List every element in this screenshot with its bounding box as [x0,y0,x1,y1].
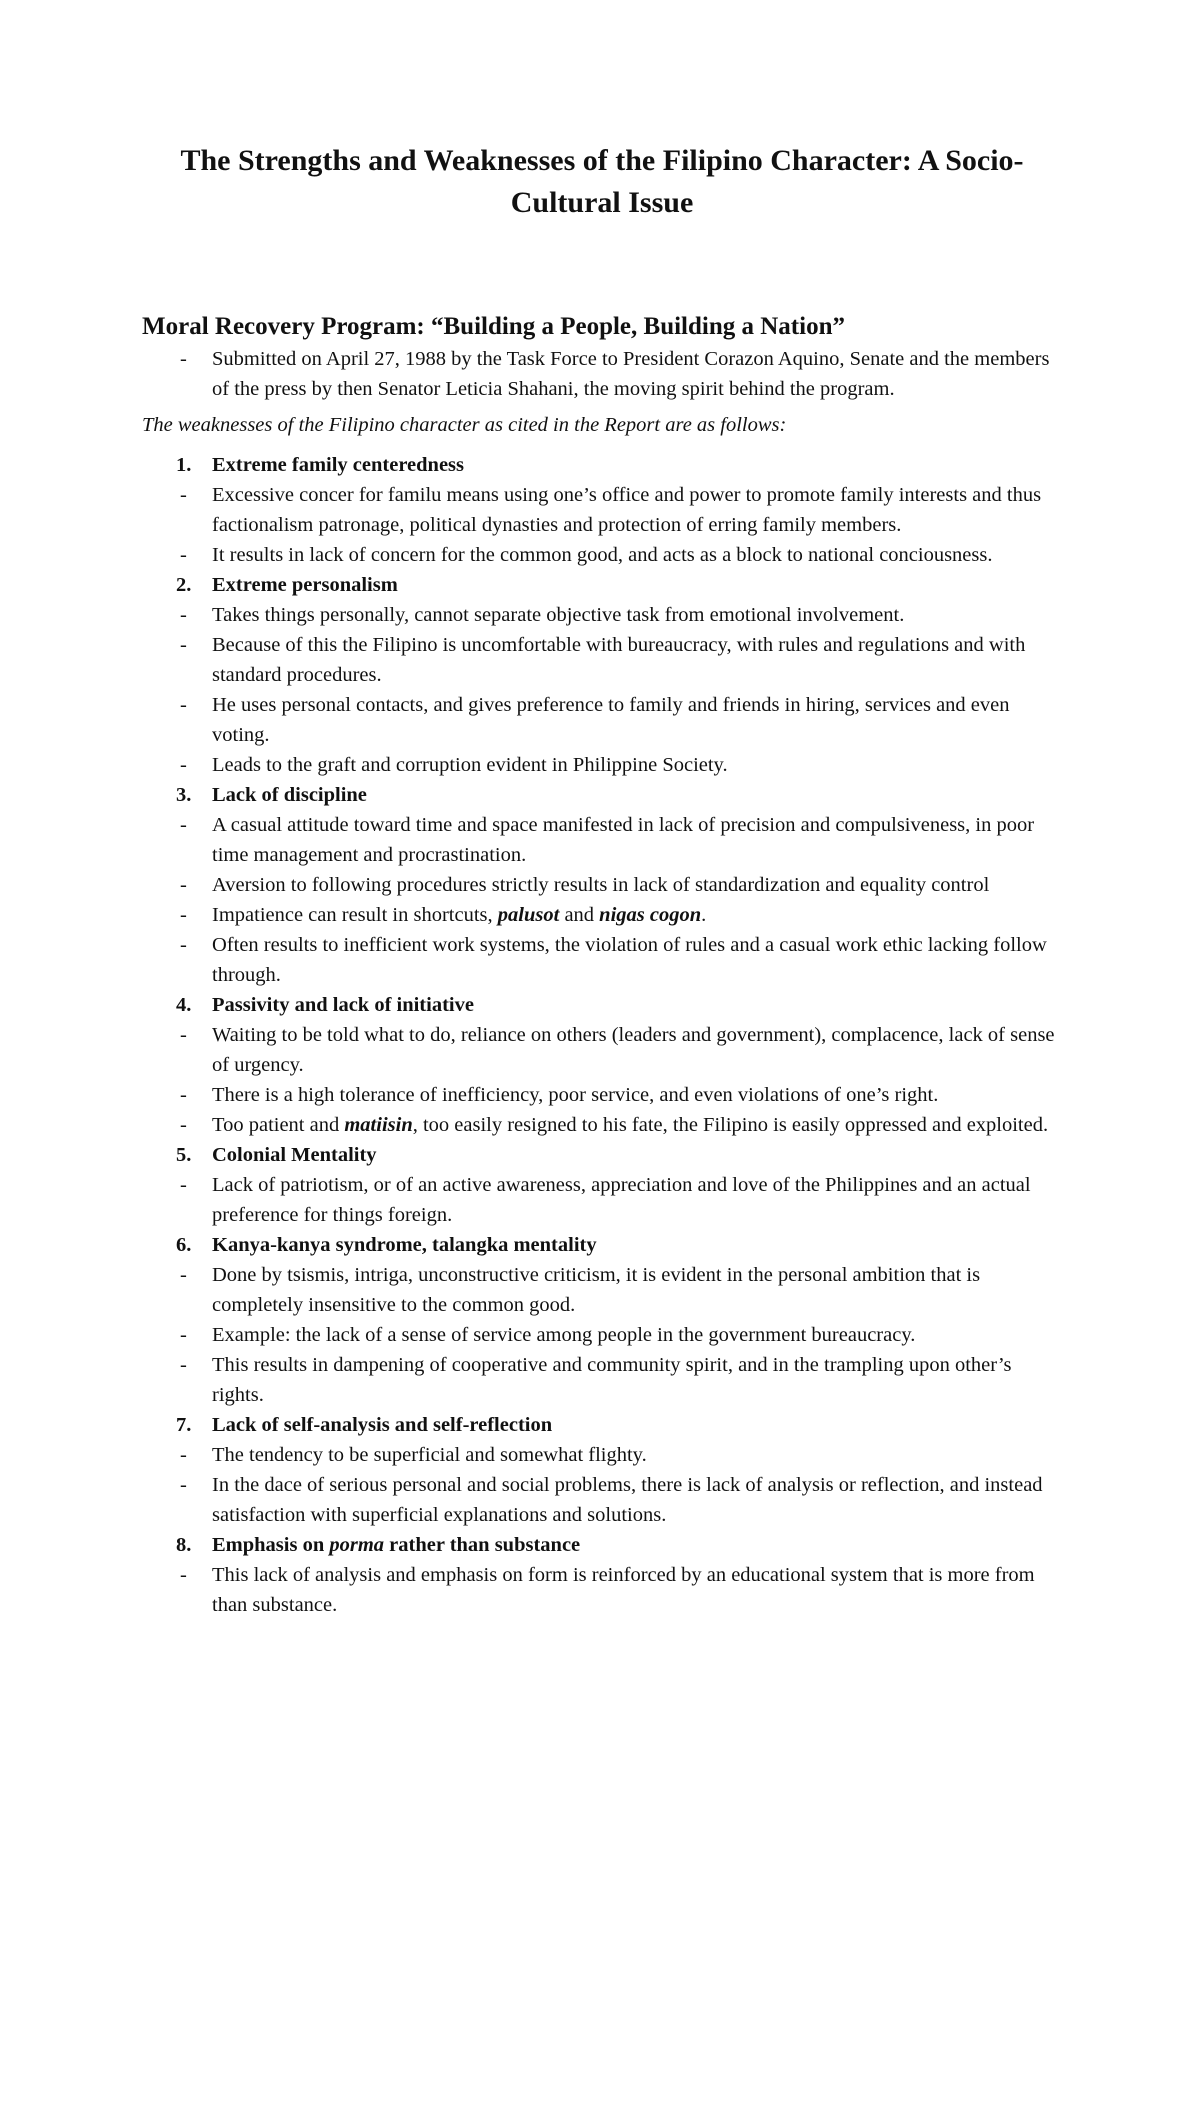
weakness-point [142,1170,1062,1230]
point-text: This results in dampening of cooperative and community spirit, and in the trampling upon other’s rights. [212,1354,1012,1406]
dash-bullet: - [180,1264,187,1286]
weakness-point [142,540,1062,570]
weakness-title: Colonial Mentality [212,1144,377,1166]
weakness-point [142,690,1062,750]
point-text: Lack of patriotism, or of an active awareness, appreciation and love of the Philippines and an actual preference for things foreign. [212,1174,1031,1226]
weakness-list [142,450,1062,1620]
weakness-title: Passivity and lack of initiative [212,994,474,1016]
point-text: Because of this the Filipino is uncomfortable with bureaucracy, with rules and regulations and with standard procedures. [212,634,1026,686]
point-text: Takes things personally, cannot separate objective task from emotional involvement. [212,604,905,626]
weakness-point-list [142,1440,1062,1530]
weakness-point [142,600,1062,630]
weakness-heading [142,780,1062,810]
weakness-title: Lack of discipline [212,784,367,806]
dash-bullet: - [180,934,187,956]
weakness-item [142,780,1062,990]
point-text: He uses personal contacts, and gives preference to family and friends in hiring, services and even voting. [212,694,1010,746]
point-text: Submitted on April 27, 1988 by the Task Force to President Corazon Aquino, Senate and the members of the press by then Senator Leticia Shahani, the moving spirit behind the program. [212,348,1050,400]
dash-bullet: - [180,604,187,626]
weakness-point [142,480,1062,540]
dash-bullet: - [180,1564,187,1586]
weakness-number: 8. [176,1534,192,1556]
weakness-item [142,1410,1062,1530]
weakness-number: 3. [176,784,192,806]
weakness-point-list [142,1560,1062,1620]
weakness-item [142,990,1062,1140]
point-text: Leads to the graft and corruption evident in Philippine Society. [212,754,728,776]
dash-bullet: - [180,1474,187,1496]
point-text: Done by tsismis, intriga, unconstructive criticism, it is evident in the personal ambition that is completely insensitive to the common good. [212,1264,981,1316]
point-text: Excessive concer for familu means using one’s office and power to promote family interests and thus factionalism patronage, political dynasties and protection of erring family members. [212,484,1042,536]
weakness-point [142,870,1062,900]
dash-bullet: - [180,1444,187,1466]
weakness-number: 7. [176,1414,192,1436]
weakness-heading [142,450,1062,480]
point-text: The tendency to be superficial and somewhat flighty. [212,1444,647,1466]
weakness-point [142,900,1062,930]
weakness-number: 4. [176,994,192,1016]
weakness-title: Emphasis on porma rather than substance [212,1534,581,1556]
dash-bullet: - [180,484,187,506]
dash-bullet: - [180,1024,187,1046]
weakness-item [142,570,1062,780]
weakness-point [142,930,1062,990]
weakness-point [142,1560,1062,1620]
dash-bullet: - [180,348,187,370]
weakness-item [142,450,1062,570]
weakness-heading [142,1410,1062,1440]
weakness-heading [142,570,1062,600]
emphasized-term: matiisin [344,1114,413,1136]
point-text: Often results to inefficient work systems, the violation of rules and a casual work ethic lacking follow through. [212,934,1047,986]
point-text: In the dace of serious personal and social problems, there is lack of analysis or reflection, and instead satisfaction with superficial explanations and solutions. [212,1474,1043,1526]
weakness-point-list [142,480,1062,570]
emphasized-term: nigas cogon [599,904,702,926]
weakness-point-list [142,600,1062,780]
weakness-point [142,1110,1062,1140]
point-text: There is a high tolerance of inefficiency, poor service, and even violations of one’s right. [212,1084,939,1106]
weakness-item [142,1530,1062,1620]
emphasized-term: palusot [497,904,560,926]
intro-point-list [142,344,1062,404]
weakness-point [142,810,1062,870]
weakness-point [142,1080,1062,1110]
weakness-number: 2. [176,574,192,596]
weakness-heading [142,1230,1062,1260]
weakness-number: 6. [176,1234,192,1256]
weakness-point-list [142,1170,1062,1230]
weakness-heading [142,1530,1062,1560]
weakness-point [142,1350,1062,1410]
dash-bullet: - [180,1324,187,1346]
weakness-point [142,750,1062,780]
weakness-point [142,1440,1062,1470]
dash-bullet: - [180,814,187,836]
weakness-title: Kanya-kanya syndrome, talangka mentality [212,1234,597,1256]
weakness-number: 1. [176,454,192,476]
point-text: Impatience can result in shortcuts, palusot and nigas cogon. [212,904,707,926]
weakness-point [142,1470,1062,1530]
document-title: The Strengths and Weaknesses of the Filipino Character: A Socio-Cultural Issue [180,144,1024,219]
point-text: Waiting to be told what to do, reliance on others (leaders and government), complacence, lack of sense of urgency. [212,1024,1055,1076]
dash-bullet: - [180,1174,187,1196]
weakness-item [142,1140,1062,1230]
weakness-point [142,1320,1062,1350]
dash-bullet: - [180,754,187,776]
weakness-point [142,1260,1062,1320]
weakness-number: 5. [176,1144,192,1166]
weakness-point-list [142,1260,1062,1410]
intro-sentence: The weaknesses of the Filipino character as cited in the Report are as follows: [142,414,787,436]
emphasized-term: porma [329,1534,385,1556]
dash-bullet: - [180,1114,187,1136]
weakness-title: Extreme personalism [212,574,398,596]
weakness-point-list [142,810,1062,990]
point-text: A casual attitude toward time and space manifested in lack of precision and compulsiveness, in poor time management and procrastination. [212,814,1035,866]
dash-bullet: - [180,1354,187,1376]
point-text: This lack of analysis and emphasis on form is reinforced by an educational system that is more from than substance. [212,1564,1035,1616]
dash-bullet: - [180,634,187,656]
point-text: Aversion to following procedures strictly results in lack of standardization and equality control [212,874,990,896]
dash-bullet: - [180,874,187,896]
document-page [0,140,1200,2116]
point-text: It results in lack of concern for the common good, and acts as a block to national conciousness. [212,544,993,566]
dash-bullet: - [180,1084,187,1106]
weakness-heading [142,1140,1062,1170]
weakness-point [142,1020,1062,1080]
point-text: Example: the lack of a sense of service among people in the government bureaucracy. [212,1324,916,1346]
weakness-point-list [142,1020,1062,1140]
dash-bullet: - [180,904,187,926]
weakness-heading [142,990,1062,1020]
weakness-title: Extreme family centeredness [212,454,465,476]
weakness-point [142,630,1062,690]
section-heading: Moral Recovery Program: “Building a People, Building a Nation” [142,313,845,340]
dash-bullet: - [180,694,187,716]
weakness-title: Lack of self-analysis and self-reflection [212,1414,553,1436]
intro-point [142,344,1062,404]
point-text: Too patient and matiisin, too easily resigned to his fate, the Filipino is easily oppressed and exploited. [212,1114,1049,1136]
weakness-item [142,1230,1062,1410]
dash-bullet: - [180,544,187,566]
